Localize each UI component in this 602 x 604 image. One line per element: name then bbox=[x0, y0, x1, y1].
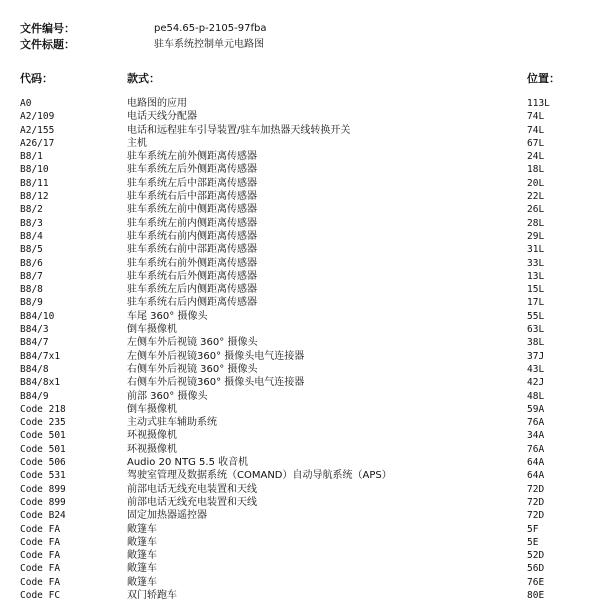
list-item bbox=[0, 283, 602, 296]
component-position: 37J bbox=[527, 350, 545, 362]
list-item bbox=[0, 523, 602, 536]
column-header-description: 款式： bbox=[127, 72, 160, 85]
component-position: 42J bbox=[527, 377, 545, 389]
list-item bbox=[0, 469, 602, 482]
column-header-code: 代码： bbox=[20, 72, 53, 85]
component-description: 车尾 360° 摄像头 bbox=[127, 310, 208, 322]
component-position: 29L bbox=[527, 230, 545, 242]
component-code: B8/11 bbox=[20, 177, 49, 189]
component-description: 主动式驻车辅助系统 bbox=[127, 417, 217, 429]
component-description: 前部电话无线充电装置和天线 bbox=[127, 483, 257, 495]
component-code: B8/3 bbox=[20, 217, 43, 229]
list-item bbox=[0, 456, 602, 469]
component-description: 电话天线分配器 bbox=[127, 111, 197, 123]
list-item bbox=[0, 390, 602, 403]
list-item bbox=[0, 509, 602, 522]
component-code: A26/17 bbox=[20, 137, 55, 149]
list-item bbox=[0, 496, 602, 509]
component-description: 驻车系统左前内侧距离传感器 bbox=[127, 217, 257, 229]
list-item bbox=[0, 124, 602, 137]
list-item bbox=[0, 163, 602, 176]
component-code: B8/9 bbox=[20, 297, 43, 309]
component-position: 18L bbox=[527, 164, 545, 176]
component-position: 74L bbox=[527, 124, 545, 136]
component-description: 驻车系统左前外侧距离传感器 bbox=[127, 151, 257, 163]
component-position: 26L bbox=[527, 204, 545, 216]
component-code: Code FC bbox=[20, 589, 61, 601]
component-code: Code FA bbox=[20, 523, 61, 535]
list-item bbox=[0, 203, 602, 216]
component-description: 电话和远程驻车引导装置/驻车加热器天线转换开关 bbox=[127, 124, 351, 136]
component-description: 敞篷车 bbox=[127, 536, 157, 548]
list-item bbox=[0, 576, 602, 589]
component-position: 59A bbox=[527, 403, 545, 415]
component-code: B84/10 bbox=[20, 310, 55, 322]
list-item bbox=[0, 230, 602, 243]
component-position: 17L bbox=[527, 297, 545, 309]
component-description: 环视摄像机 bbox=[127, 430, 177, 442]
component-description: 驻车系统左后外侧距离传感器 bbox=[127, 164, 257, 176]
component-description: 电路图的应用 bbox=[127, 98, 187, 109]
component-position: 55L bbox=[527, 310, 545, 322]
component-code: B84/8 bbox=[20, 363, 49, 375]
component-position: 31L bbox=[527, 244, 545, 256]
list-item bbox=[0, 110, 602, 123]
component-code: B84/9 bbox=[20, 390, 49, 402]
component-description: 前部电话无线充电装置和天线 bbox=[127, 496, 257, 508]
component-code: B84/7x1 bbox=[20, 350, 61, 362]
list-item bbox=[0, 403, 602, 416]
component-description: 驻车系统右前中部距离传感器 bbox=[127, 244, 257, 256]
component-position: 64A bbox=[527, 457, 545, 469]
list-item bbox=[0, 483, 602, 496]
component-description: 敞篷车 bbox=[127, 576, 157, 588]
component-description: 左侧车外后视镜 360° 摄像头 bbox=[127, 337, 258, 349]
component-position: 48L bbox=[527, 390, 545, 402]
list-item bbox=[0, 589, 602, 602]
list-item bbox=[0, 562, 602, 575]
component-position: 80E bbox=[527, 589, 545, 601]
component-list bbox=[0, 97, 602, 602]
list-item bbox=[0, 243, 602, 256]
component-code: B8/10 bbox=[20, 164, 49, 176]
component-description: 敞篷车 bbox=[127, 563, 157, 575]
component-position: 76A bbox=[527, 417, 545, 429]
component-description: 右侧车外后视镜360° 摄像头电气连接器 bbox=[127, 377, 305, 389]
doc-title-value: 驻车系统控制单元电路图 bbox=[154, 39, 264, 50]
list-item bbox=[0, 549, 602, 562]
component-position: 24L bbox=[527, 151, 545, 163]
component-position: 72D bbox=[527, 496, 545, 508]
component-description: 驾驶室管理及数据系统（COMAND）自动导航系统（APS） bbox=[127, 470, 392, 482]
component-position: 28L bbox=[527, 217, 545, 229]
component-description: 驻车系统右后内侧距离传感器 bbox=[127, 297, 257, 309]
component-description: 倒车摄像机 bbox=[127, 403, 177, 415]
component-code: A2/109 bbox=[20, 111, 55, 123]
component-code: Code FA bbox=[20, 576, 61, 588]
component-code: B84/3 bbox=[20, 324, 49, 336]
column-header-position: 位置： bbox=[527, 72, 560, 85]
list-item bbox=[0, 443, 602, 456]
component-position: 76E bbox=[527, 576, 545, 588]
component-code: Code 235 bbox=[20, 417, 66, 429]
component-code: B8/1 bbox=[20, 151, 43, 163]
component-code: Code 899 bbox=[20, 483, 66, 495]
component-position: 74L bbox=[527, 111, 545, 123]
component-code: Code 501 bbox=[20, 430, 66, 442]
component-code: B8/7 bbox=[20, 270, 43, 282]
component-position: 20L bbox=[527, 177, 545, 189]
component-position: 56D bbox=[527, 563, 545, 575]
component-description: 驻车系统右前外侧距离传感器 bbox=[127, 257, 257, 269]
component-description: 前部 360° 摄像头 bbox=[127, 390, 208, 402]
list-item bbox=[0, 270, 602, 283]
list-item bbox=[0, 217, 602, 230]
component-position: 33L bbox=[527, 257, 545, 269]
component-code: A0 bbox=[20, 98, 32, 109]
component-position: 34A bbox=[527, 430, 545, 442]
component-position: 15L bbox=[527, 284, 545, 296]
list-item bbox=[0, 137, 602, 150]
component-code: B8/5 bbox=[20, 244, 43, 256]
component-code: B8/2 bbox=[20, 204, 43, 216]
component-code: Code 899 bbox=[20, 496, 66, 508]
doc-number-value: pe54.65-p-2105-97fba bbox=[154, 23, 267, 34]
component-description: 敞篷车 bbox=[127, 550, 157, 562]
list-item bbox=[0, 350, 602, 363]
component-description: 右侧车外后视镜 360° 摄像头 bbox=[127, 363, 258, 375]
component-code: Code 218 bbox=[20, 403, 66, 415]
component-code: Code 501 bbox=[20, 443, 66, 455]
list-item bbox=[0, 416, 602, 429]
component-code: B84/8x1 bbox=[20, 377, 61, 389]
component-position: 113L bbox=[527, 98, 550, 109]
component-code: Code FA bbox=[20, 563, 61, 575]
component-code: Code FA bbox=[20, 536, 61, 548]
component-code: B8/6 bbox=[20, 257, 43, 269]
component-description: 驻车系统左后中部距离传感器 bbox=[127, 177, 257, 189]
component-code: A2/155 bbox=[20, 124, 55, 136]
list-item bbox=[0, 376, 602, 389]
doc-title-label: 文件标题： bbox=[20, 38, 75, 51]
list-item bbox=[0, 150, 602, 163]
component-description: 左侧车外后视镜360° 摄像头电气连接器 bbox=[127, 350, 305, 362]
component-position: 43L bbox=[527, 363, 545, 375]
list-item bbox=[0, 363, 602, 376]
list-item bbox=[0, 97, 602, 110]
component-position: 72D bbox=[527, 510, 545, 522]
component-description: 驻车系统左前中侧距离传感器 bbox=[127, 204, 257, 216]
list-item bbox=[0, 336, 602, 349]
component-position: 72D bbox=[527, 483, 545, 495]
list-item bbox=[0, 190, 602, 203]
component-description: 倒车摄像机 bbox=[127, 324, 177, 336]
component-code: Code FA bbox=[20, 550, 61, 562]
component-code: Code 506 bbox=[20, 457, 66, 469]
component-description: 驻车系统右前内侧距离传感器 bbox=[127, 230, 257, 242]
component-code: B8/12 bbox=[20, 191, 49, 203]
component-code: B8/8 bbox=[20, 284, 43, 296]
component-code: Code B24 bbox=[20, 510, 66, 522]
component-description: 驻车系统右后中部距离传感器 bbox=[127, 191, 257, 203]
component-position: 13L bbox=[527, 270, 545, 282]
component-description: 敞篷车 bbox=[127, 523, 157, 535]
list-item bbox=[0, 536, 602, 549]
component-position: 76A bbox=[527, 443, 545, 455]
component-position: 52D bbox=[527, 550, 545, 562]
list-item bbox=[0, 177, 602, 190]
component-description: 驻车系统右后外侧距离传感器 bbox=[127, 270, 257, 282]
doc-number-label: 文件编号： bbox=[20, 22, 75, 35]
component-code: Code 531 bbox=[20, 470, 66, 482]
list-item bbox=[0, 257, 602, 270]
list-item bbox=[0, 310, 602, 323]
component-position: 63L bbox=[527, 324, 545, 336]
list-item bbox=[0, 296, 602, 309]
component-position: 5E bbox=[527, 536, 539, 548]
component-position: 38L bbox=[527, 337, 545, 349]
component-code: B84/7 bbox=[20, 337, 49, 349]
component-code: B8/4 bbox=[20, 230, 43, 242]
component-position: 64A bbox=[527, 470, 545, 482]
component-description: 固定加热器遥控器 bbox=[127, 510, 207, 522]
component-description: 环视摄像机 bbox=[127, 443, 177, 455]
component-description: 驻车系统左后内侧距离传感器 bbox=[127, 284, 257, 296]
component-description: 双门轿跑车 bbox=[127, 589, 177, 601]
component-position: 67L bbox=[527, 137, 545, 149]
list-item bbox=[0, 323, 602, 336]
component-description: Audio 20 NTG 5.5 收音机 bbox=[127, 457, 249, 469]
component-position: 5F bbox=[527, 523, 539, 535]
component-description: 主机 bbox=[127, 137, 147, 149]
component-position: 22L bbox=[527, 191, 545, 203]
list-item bbox=[0, 429, 602, 442]
